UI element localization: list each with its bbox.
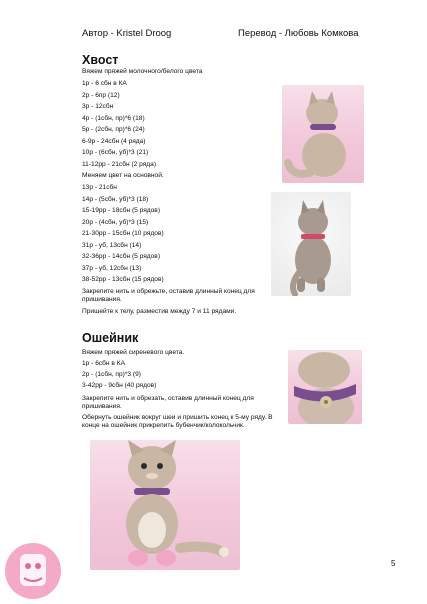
list-item: Меняем цвет на основной. <box>82 172 164 179</box>
photo-collar-closeup <box>288 350 362 424</box>
tail-finish-note: Закрепите нить и обрежьте, оставив длинный конец для пришивания. <box>82 288 255 304</box>
tail-attach-note: Пришейте к телу, разместив между 7 и 11 рядами. <box>82 308 237 315</box>
collar-heading: Ошейник <box>82 331 139 345</box>
list-item: 20р - (4сбн, уб)*3 (15) <box>82 219 149 226</box>
list-item: 2р - 6пр (12) <box>82 92 120 99</box>
photo-cat-front-sitting <box>90 440 240 570</box>
translation-credit: Перевод - Любовь Комкова <box>238 28 359 39</box>
photo-cat-back-pink <box>282 85 364 183</box>
list-item: 4р - (1сбн, пр)*6 (18) <box>82 115 145 122</box>
cat-back-white-icon <box>271 192 351 296</box>
logo-icon <box>2 540 64 602</box>
collar-attach-note: Обернуть ошейник вокруг шеи и пришить конец к 5-му ряду. В конце на ошейник прикрепить бубенчик/колокольчик. <box>82 414 273 430</box>
author-credit: Автор - Kristel Droog <box>82 28 172 39</box>
list-item: 21-30рр - 15сбн (10 рядов) <box>82 230 164 237</box>
list-item: 32-36рр - 14сбн (5 рядов) <box>82 253 161 260</box>
logo <box>2 540 64 602</box>
list-item: 31р - уб, 13сбн (14) <box>82 242 142 249</box>
list-item: 1р - 6сбн в КА <box>82 360 125 367</box>
page-number: 5 <box>391 559 396 568</box>
photo-cat-back-white <box>271 192 351 296</box>
list-item: 11-12рр - 21сбн (2 ряда) <box>82 161 157 168</box>
list-item: 13р - 21сбн <box>82 184 117 191</box>
list-item: 14р - (5сбн, уб)*3 (18) <box>82 196 149 203</box>
list-item: 3-42рр - 9сбн (40 рядов) <box>82 382 157 389</box>
list-item: 38-52рр - 13сбн (15 рядов) <box>82 276 164 283</box>
tail-instructions <box>0 67 280 297</box>
list-item: Вяжем пряжей молочного/белого цвета <box>82 68 203 75</box>
list-item: 37р - уб, 12сбн (13) <box>82 265 142 272</box>
tail-heading: Хвост <box>82 53 119 67</box>
collar-finish-note: Закрепите нить и обрезать, оставив длинный конец для пришивания. <box>82 395 254 411</box>
list-item: 10р - (6сбн, уб)*3 (21) <box>82 149 149 156</box>
list-item: Вяжем пряжей сиреневого цвета. <box>82 349 185 356</box>
list-item: 5р - (2сбн, пр)*6 (24) <box>82 126 145 133</box>
list-item: 6-9р - 24сбн (4 ряда) <box>82 138 146 145</box>
list-item: 15-19рр - 18сбн (5 рядов) <box>82 207 161 214</box>
list-item: 1р - 6 сбн в КА <box>82 80 127 87</box>
list-item: 2р - (1сбн, пр)*3 (9) <box>82 371 141 378</box>
list-item: 3р - 12сбн <box>82 103 114 110</box>
cat-front-sitting-icon <box>90 440 240 570</box>
collar-closeup-icon <box>288 350 362 424</box>
cat-back-pink-icon <box>282 85 364 183</box>
